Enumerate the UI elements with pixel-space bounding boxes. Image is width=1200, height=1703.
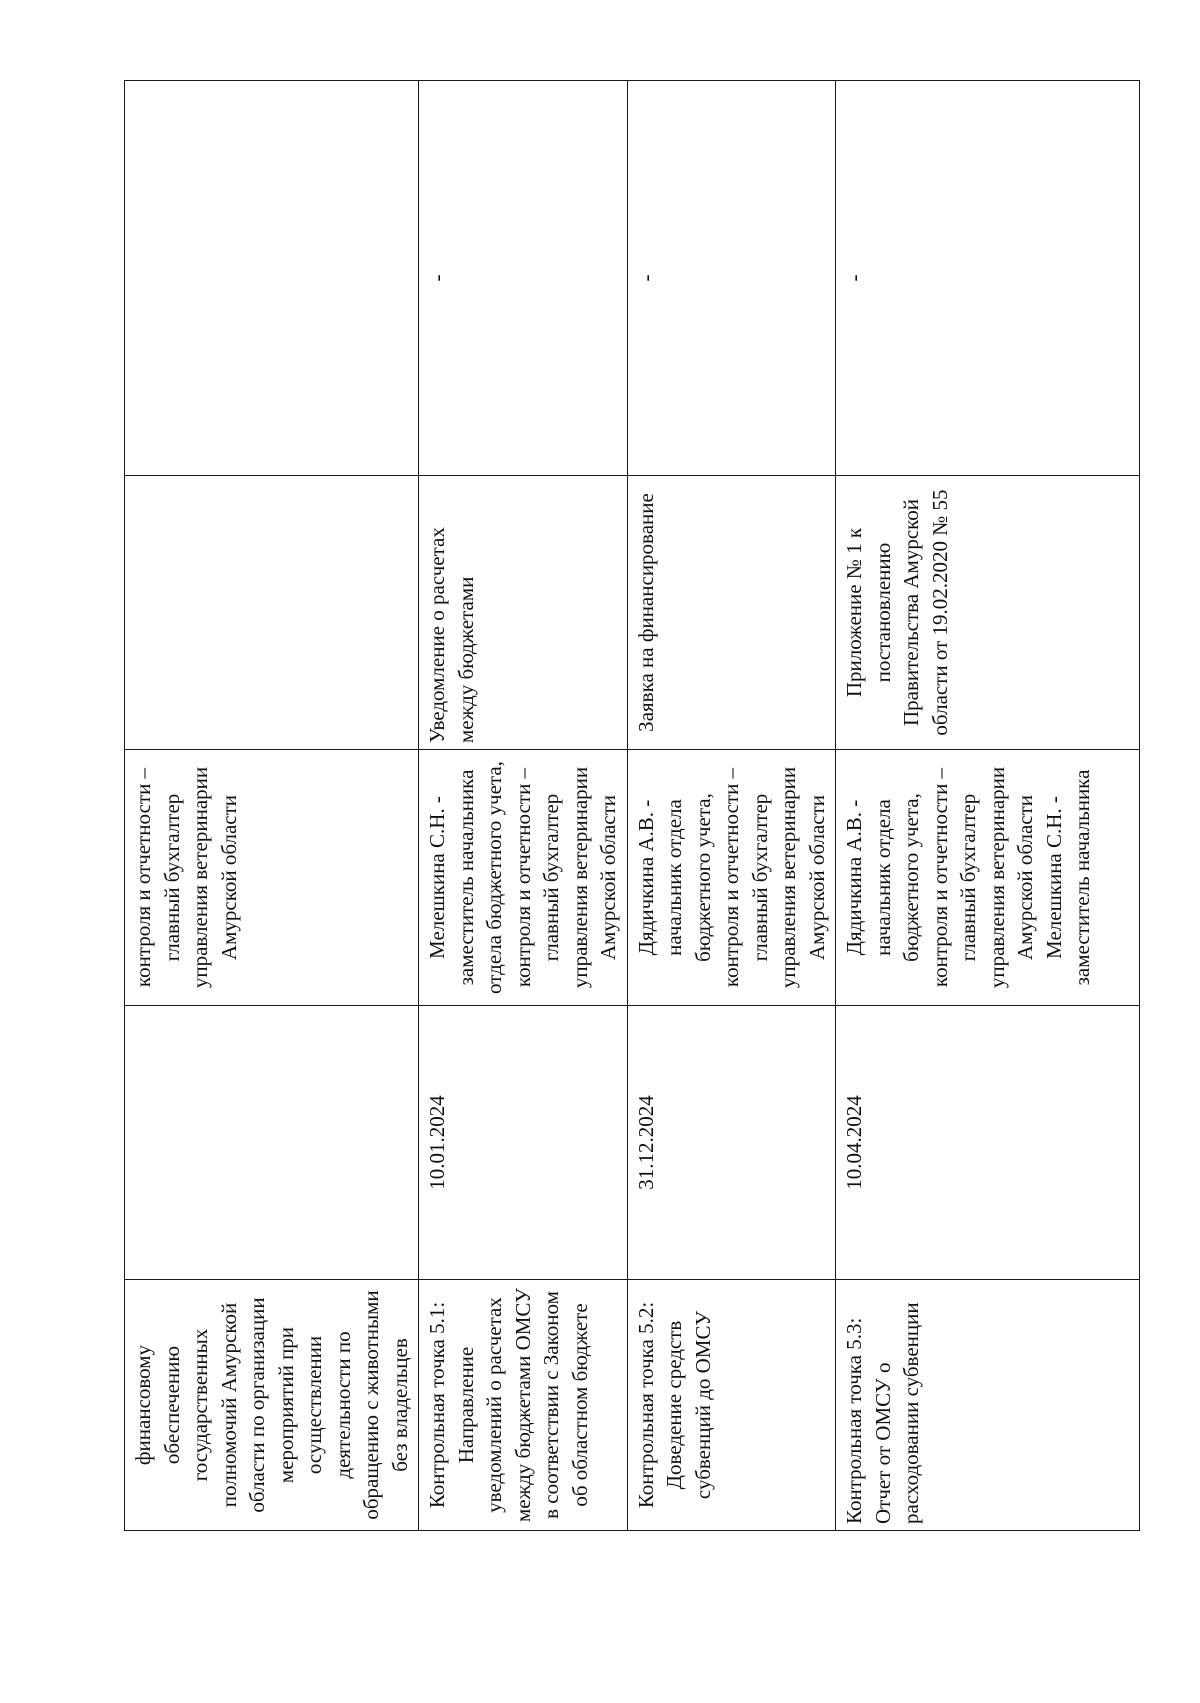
date-cell — [627, 1006, 836, 1280]
note-text: - — [633, 274, 658, 282]
responsible-cell — [419, 750, 628, 1006]
responsible-cell — [836, 750, 1140, 1006]
note-cell — [627, 81, 836, 476]
table-row — [419, 81, 628, 1531]
table-row — [627, 81, 836, 1531]
date-cell — [836, 1006, 1140, 1280]
responsible-text: контроля и отчетности – главный бухгалтер управления ветеринарии Амурской области — [131, 766, 241, 989]
document-cell — [419, 476, 628, 750]
responsible-cell — [125, 750, 419, 1006]
event-cell — [627, 1280, 836, 1531]
table-row — [125, 81, 419, 1531]
responsible-text: Мелешкина С.Н. - заместитель начальника отдела бюджетного учета, контроля и отчетности – главный бухгалтер управления ветеринарии Амурской области — [425, 761, 620, 994]
event-cell — [125, 1280, 419, 1531]
date-text: 31.12.2024 — [633, 1095, 658, 1190]
document-text: Уведомление о расчетах между бюджетами — [425, 527, 478, 743]
note-cell — [125, 81, 419, 476]
responsible-text: Дядичкина А.В. - начальник отдела бюджетного учета, контроля и отчетности – главный бухгалтер управления ветеринарии Амурской области Мелешкина С.Н. - заместитель начальника — [842, 766, 1094, 989]
table-stage — [124, 81, 1094, 1531]
note-text: - — [425, 274, 449, 282]
document-text: Приложение № 1 к постановлению Правительства Амурской области от 19.02.2020 № 55 — [842, 489, 952, 736]
date-text: 10.01.2024 — [425, 1095, 449, 1190]
table-row — [836, 81, 1140, 1531]
event-text: Контрольная точка 5.3: Отчет от ОМСУ о расходовании субвенции — [842, 1302, 923, 1524]
event-cell — [419, 1280, 628, 1531]
document-cell — [836, 476, 1140, 750]
document-cell — [125, 476, 419, 750]
responsible-text: Дядичкина А.В. - начальник отдела бюджетного учета, контроля и отчетности – главный бухгалтер управления ветеринарии Амурской области — [633, 766, 829, 989]
event-cell — [836, 1280, 1140, 1531]
event-text: Контрольная точка 5.2: Доведение средств субвенций до ОМСУ — [633, 1301, 715, 1509]
document-text: Заявка на финансирование — [633, 493, 658, 732]
control-points-table — [124, 80, 1140, 1531]
document-cell — [627, 476, 836, 750]
note-cell — [419, 81, 628, 476]
rotated-page — [124, 81, 1094, 1531]
date-cell — [125, 1006, 419, 1280]
note-cell — [836, 81, 1140, 476]
event-text: финансовому обеспечению государственных полномочий Амурской области по организации мероприятий при осуществлении деятельности по обращению с животными без владельцев — [131, 1290, 412, 1520]
responsible-cell — [627, 750, 836, 1006]
date-text: 10.04.2024 — [842, 1095, 866, 1190]
note-text: - — [842, 274, 866, 282]
date-cell — [419, 1006, 628, 1280]
event-text: Контрольная точка 5.1: Направление уведомлений о расчетах между бюджетами ОМСУ в соответствии с Законом об областном бюджете — [425, 1287, 592, 1523]
